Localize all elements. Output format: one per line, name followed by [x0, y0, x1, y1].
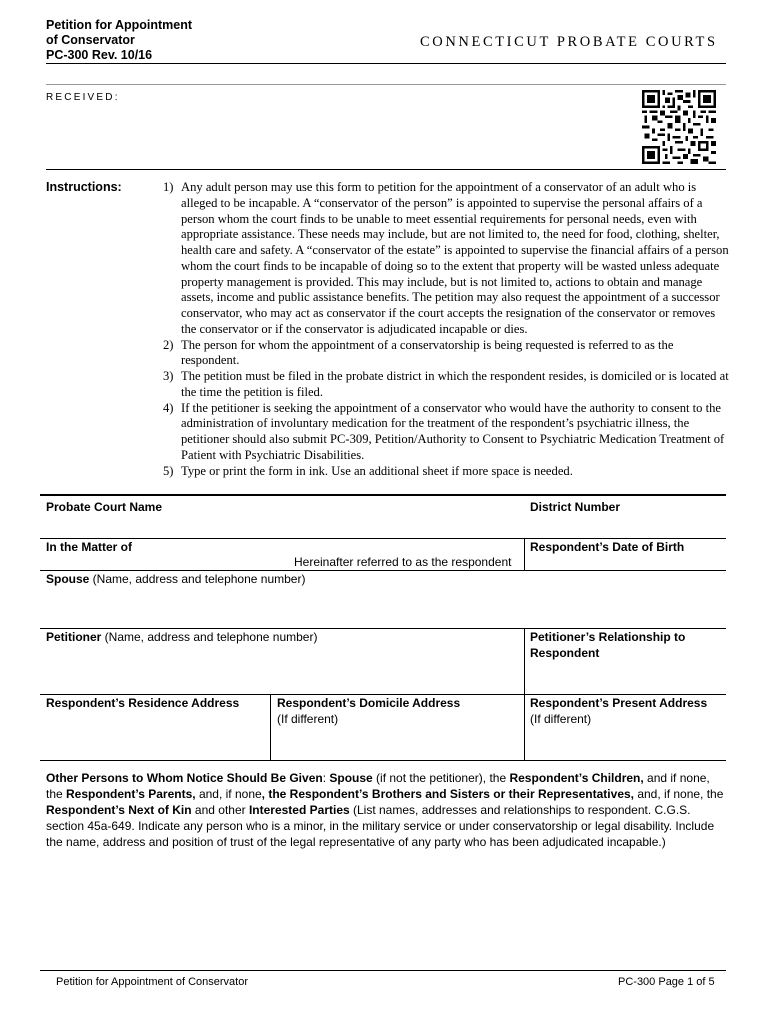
present-note: (If different): [530, 712, 592, 726]
instruction-item: 1) Any adult person may use this form to petition for the appointment of a conservator of an adult who is alleged to be incapable. A “conservator of the person” is appointed to supervise the personal affairs of a person whom the court finds to be unable to meet essential requirements for personal needs, even with appropriate assistance. These needs may include, but are not limited to, the need for food, clothing, shelter, health care and safety. A “conservator of the estate” is appointed to supervise the financial affairs of a person whom the court finds to be incapable of doing so to the extent that property will be wasted unless adequate property management is provided. This may include, but is not limited to, actions to obtain and manage assets, income and public assistance benefits. The petition may also request the appointment of a successor conservator, who may act as conservator if the court accepts the resignation of the conservator or removes the conservator or if the conservator is adjudicated incapable or dies.: [163, 180, 729, 336]
instruction-item: 2) The person for whom the appointment of a conservatorship is being requested is referred to as the respondent.: [163, 337, 674, 368]
court-name: CONNECTICUT PROBATE COURTS: [420, 34, 718, 50]
header-divider: [46, 63, 726, 64]
notice-paragraph: Other Persons to Whom Notice Should Be Given: Spouse (if not the petitioner), the Respondent’s Children, and if none, the Respondent’s Parents, and, if none, the Respondent’s Brothers and Sisters or their Representatives, and, if none, the Respondent’s Next of Kin and other Interested Parties (List names, addresses and relationships to respondent. C.G.S. section 45a-649. Indicate any person who is a minor, in the military service or under conservatorship or legal disability. Include the name, address and position of trust of the legal representative of any party who has been adjudicated incapable.): [46, 771, 724, 849]
footer-title: Petition for Appointment of Conservator: [56, 976, 248, 988]
petitioner-relationship-field[interactable]: [528, 664, 724, 692]
instruction-item: 5) Type or print the form in ink. Use an additional sheet if more space is needed.: [163, 463, 573, 478]
notice-persons-field[interactable]: [46, 872, 722, 962]
footer-page-number: PC-300 Page 1 of 5: [618, 976, 715, 988]
instructions-top-divider: [46, 169, 726, 170]
present-address-field[interactable]: [528, 728, 724, 758]
domicile-address-field[interactable]: [276, 728, 520, 758]
petitioner-field[interactable]: [46, 646, 520, 692]
form-title-line1: Petition for Appointment: [46, 18, 193, 32]
petitioner-label: Petitioner (Name, address and telephone number): [46, 630, 318, 644]
form-title-line2: of Conservator: [46, 33, 135, 47]
form-number: PC-300 Rev. 10/16: [46, 48, 153, 62]
probate-court-name-field[interactable]: [46, 516, 522, 536]
domicile-address-label: Respondent’s Domicile Address: [277, 696, 461, 710]
in-the-matter-of-label: In the Matter of: [46, 540, 132, 554]
spouse-label: Spouse (Name, address and telephone number): [46, 572, 306, 586]
instruction-item: 3) The petition must be filed in the probate district in which the respondent resides, is domiciled or is located at the time the petition is filed.: [163, 369, 729, 399]
footer-divider: [40, 970, 726, 971]
district-number-field[interactable]: [528, 516, 724, 536]
respondent-dob-label: Respondent’s Date of Birth: [530, 540, 685, 554]
spouse-field[interactable]: [46, 588, 722, 626]
instructions-list: [163, 180, 733, 479]
domicile-note: (If different): [277, 712, 339, 726]
column-divider: [524, 628, 525, 694]
district-number-label: District Number: [530, 500, 621, 514]
qr-code-icon: [642, 90, 716, 164]
received-top-divider: [46, 84, 726, 85]
received-label: RECEIVED:: [46, 92, 120, 103]
petitioner-relationship-label: Petitioner’s Relationship to Respondent: [530, 630, 686, 660]
column-divider: [524, 694, 525, 760]
hereinafter-note: Hereinafter referred to as the respondent: [294, 555, 512, 569]
instruction-item: 4) If the petitioner is seeking the appointment of a conservator who would have the authority to consent to the administration of involuntary medication for the treatment of the respondent’s psychiatric illness, the petitioner should also submit PC-309, Petition/Authority to Consent to Psychiatric Medication Treatment of Patient with Psychiatric Disabilities.: [163, 400, 725, 462]
present-address-label: Respondent’s Present Address: [530, 696, 708, 710]
row-divider: [40, 760, 726, 761]
form-title: [46, 18, 192, 63]
column-divider: [270, 694, 271, 760]
instructions-label: Instructions:: [46, 180, 122, 194]
form-top-border: [40, 494, 726, 496]
column-divider: [524, 538, 525, 570]
residence-address-label: Respondent’s Residence Address: [46, 696, 240, 710]
probate-court-name-label: Probate Court Name: [46, 500, 163, 514]
residence-address-field[interactable]: [46, 712, 266, 758]
